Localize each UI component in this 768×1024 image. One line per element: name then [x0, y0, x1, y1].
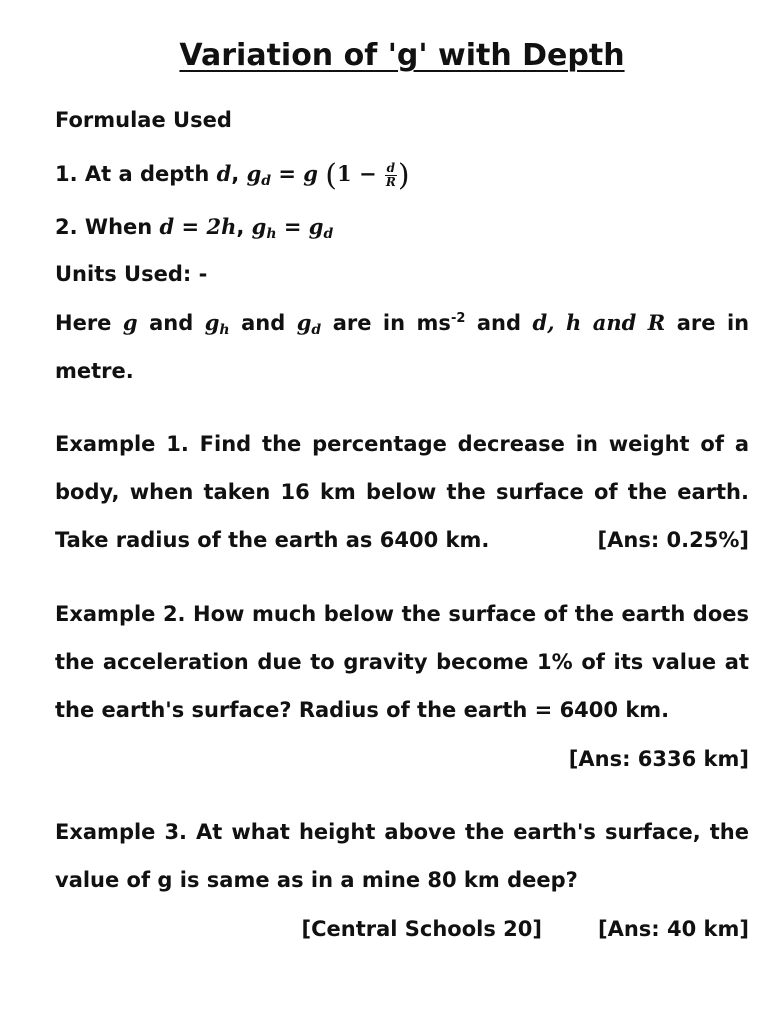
formula-2 — [55, 214, 749, 242]
formulae-heading: Formulae Used — [55, 108, 232, 132]
units-here: Here — [55, 311, 112, 335]
formula-1-prefix: 1. At a depth — [55, 162, 217, 186]
example-3-footer — [55, 917, 749, 941]
formula-1-gd: g — [246, 161, 262, 186]
formula-2-equals-1: = — [181, 215, 200, 239]
formula-2-gh: g — [251, 214, 267, 239]
example-1-answer-text: [Ans: 0.25%] — [597, 528, 749, 552]
units-and-2: and — [241, 311, 286, 335]
example-1-answer — [55, 528, 749, 552]
formula-2-comma: , — [236, 215, 245, 239]
formula-2-gd: g — [308, 214, 324, 239]
units-g: g — [122, 310, 138, 335]
example-2-line-1: Example 2. How much below the surface of the earth does — [55, 602, 749, 626]
formula-1-g: g — [303, 161, 318, 186]
formula-1-comma: , — [231, 162, 240, 186]
example-1-line-2: body, when taken 16 km below the surface of the earth. — [55, 480, 749, 504]
example-2-line-2: the acceleration due to gravity become 1% of its value at — [55, 650, 749, 674]
units-gd: g — [296, 310, 312, 335]
example-3-source: [Central Schools 20] — [301, 917, 542, 941]
units-gd-sub: d — [311, 322, 322, 338]
formula-1-equals: = — [278, 162, 296, 186]
formula-1-gd-sub: d — [261, 173, 272, 189]
formula-1-close-paren: ) — [397, 158, 410, 193]
example-3-answer: [Ans: 40 km] — [598, 917, 749, 941]
page-title: Variation of 'g' with Depth — [179, 38, 625, 73]
units-gh: g — [204, 310, 220, 335]
example-2-answer-text: [Ans: 6336 km] — [568, 747, 749, 771]
units-and-3: and — [476, 311, 522, 335]
formula-2-prefix: 2. When — [55, 215, 160, 239]
formula-1-frac-num: d — [386, 160, 396, 175]
example-1-line-1: Example 1. Find the percentage decrease in weight of a — [55, 432, 749, 456]
formula-1-var-d: d — [216, 161, 232, 186]
example-3-line-2: value of g is same as in a mine 80 km deep? — [55, 868, 578, 892]
units-are-in-2: are in — [676, 311, 750, 335]
units-exponent: -2 — [450, 311, 466, 326]
formula-2-var-d: d — [159, 214, 175, 239]
formula-1-one: 1 — [337, 161, 352, 186]
units-are-in-ms: are in ms — [332, 311, 451, 335]
example-3-line-1: Example 3. At what height above the earth's surface, the — [55, 820, 749, 844]
formula-1-frac-den: R — [385, 174, 396, 189]
units-gh-sub: h — [219, 322, 230, 338]
example-1-line-3: Take radius of the earth as 6400 km. — [55, 528, 490, 552]
example-2-line-3: the earth's surface? Radius of the earth = 6400 km. — [55, 698, 670, 722]
formula-2-2h: 2h — [206, 214, 237, 239]
formula-1 — [55, 158, 749, 193]
formula-2-gd-sub: d — [323, 226, 334, 242]
units-vars: d, h and R — [532, 310, 666, 335]
formula-1-minus: − — [358, 161, 377, 186]
formula-1-open-paren: ( — [325, 158, 338, 193]
units-heading: Units Used: - — [55, 262, 208, 286]
formula-1-fraction — [385, 162, 397, 189]
example-2-answer — [55, 747, 749, 771]
units-line — [55, 310, 749, 338]
formula-2-gh-sub: h — [266, 226, 277, 242]
formula-2-equals-2: = — [283, 215, 302, 239]
units-and-1: and — [149, 311, 194, 335]
document-page — [55, 0, 749, 1024]
units-continuation: metre. — [55, 359, 134, 383]
